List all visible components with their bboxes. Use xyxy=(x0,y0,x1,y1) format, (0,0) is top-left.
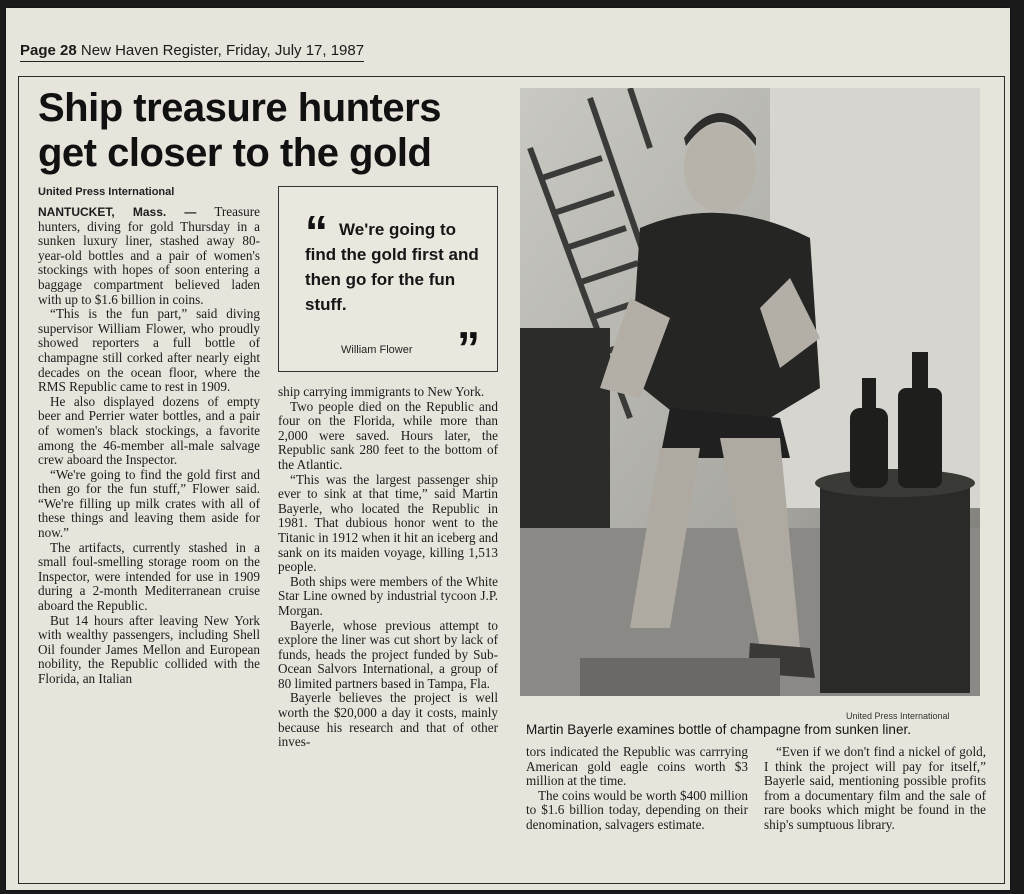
paragraph: “This was the largest passenger ship ever to sink at that time,” said Martin Bayerle, who located the Republic in 1981. That dubious honor went to the Titanic in 1912 when it hit an iceberg and sank on its maiden voyage, killing 1,513 people. xyxy=(278,471,498,575)
paragraph: The coins would be worth $400 million to $1.6 billion today, depending on their denomination, salvagers estimate. xyxy=(526,787,748,832)
paragraph: tors indicated the Republic was carrrying American gold eagle coins worth $3 million at the time. xyxy=(526,744,748,789)
article-column-2 xyxy=(278,385,498,750)
photo-credit: United Press International xyxy=(846,711,950,721)
news-photo xyxy=(520,88,980,696)
paragraph: Two people died on the Republic and four on the Florida, while more than 2,000 were saved. Hours later, the Republic sank 280 feet to the bottom of the Atlantic. xyxy=(278,398,498,472)
paragraph: Bayerle believes the project is well worth the $20,000 a day it costs, mainly because his research and that of other inves- xyxy=(278,690,498,750)
folio-publication-date: New Haven Register, Friday, July 17, 1987 xyxy=(80,42,365,59)
page-number: Page 28 xyxy=(20,42,77,59)
paragraph: The artifacts, currently stashed in a small foul-smelling storage room on the Inspector, were intended for use in 1909 during a 2-month Mediterranean cruise aboard the Republic. xyxy=(38,539,260,614)
paragraph: “Even if we don't find a nickel of gold, I think the project will pay for itself,” Bayerle said, mentioning possible profits from a documentary film and the sale of rare books which might be found in the ship's sumptuous library. xyxy=(764,744,986,832)
dateline: NANTUCKET, Mass. — xyxy=(38,205,197,219)
headline xyxy=(38,86,508,176)
article-column-4 xyxy=(764,745,986,833)
paragraph: “We're going to find the gold first and then go for the fun stuff,” Flower said. “We're filling up milk crates with all of these things and leaving them aside for now.” xyxy=(38,466,260,541)
close-quote-mark: ” xyxy=(457,322,480,374)
lead-text: Treasure hunters, diving for gold Thursday in a sunken luxury liner, stashed away 80-year-old bottles and a pair of women's stockings with hopes of soon entering a baggage compartment believed laden with up to $1.6 billion in coins. xyxy=(38,204,260,307)
headline-line-2: get closer to the gold xyxy=(38,131,432,175)
headline-line-1: Ship treasure hunters xyxy=(38,86,441,130)
article-column-3 xyxy=(526,745,748,833)
paragraph: Bayerle, whose previous attempt to explore the liner was cut short by lack of funds, heads the project funded by Sub-Ocean Salvors International, a group of 80 limited partners based in Tampa, Fla. xyxy=(278,617,498,691)
article-column-1 xyxy=(38,205,260,687)
photo-illustration xyxy=(520,88,980,696)
pull-quote-attribution: William Flower xyxy=(341,344,413,356)
paragraph: He also displayed dozens of empty beer and Perrier water bottles, and a pair of women's black stockings, a favorite among the 46-member all-male salvage crew aboard the Inspector. xyxy=(38,393,260,468)
byline: United Press International xyxy=(38,186,175,198)
lead-paragraph xyxy=(38,205,260,307)
open-quote-mark: “ xyxy=(305,206,328,258)
paragraph: Both ships were members of the White Star Line owned by industrial tycoon J.P. Morgan. xyxy=(278,573,498,618)
photo-caption: Martin Bayerle examines bottle of champagne from sunken liner. xyxy=(526,722,911,737)
pull-quote-text: We're going to find the gold first and then go for the fun stuff. xyxy=(305,220,479,314)
page-folio xyxy=(20,42,364,62)
paragraph: ship carrying immigrants to New York. xyxy=(278,384,485,399)
pull-quote-box xyxy=(278,186,498,372)
paragraph: “This is the fun part,” said diving supervisor William Flower, who proudly showed reporters a full bottle of champagne still corked after nearly eight decades on the ocean floor, where the RMS Republic came to rest in 1909. xyxy=(38,306,260,395)
paragraph: But 14 hours after leaving New York with wealthy passengers, including Shell Oil founder James Mellon and European nobility, the Republic collided with the Florida, an Italian xyxy=(38,612,260,686)
drum-table xyxy=(820,483,970,693)
